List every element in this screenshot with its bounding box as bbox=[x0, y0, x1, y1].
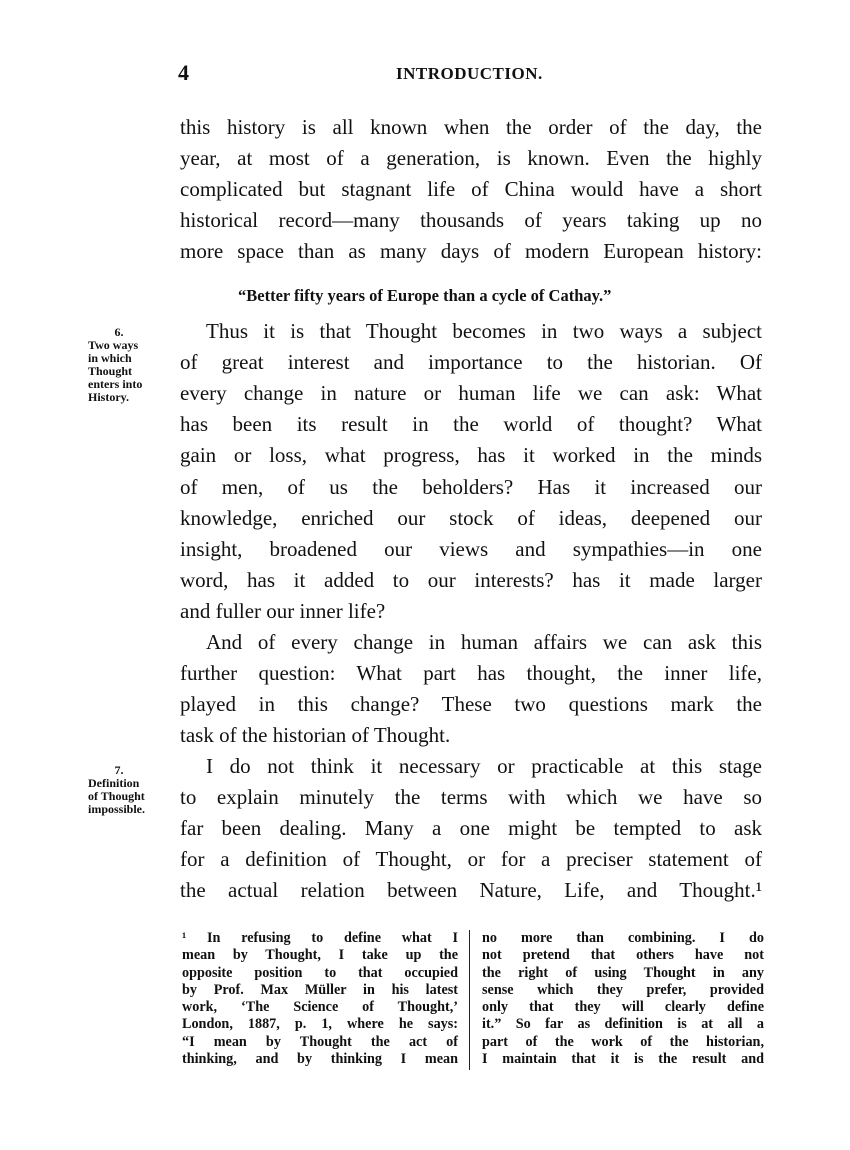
footnote-line: the right of using Thought in any bbox=[482, 964, 764, 981]
footnote-line: by Prof. Max Müller in his latest bbox=[182, 981, 458, 998]
body-line: of great interest and importance to the historian. Of bbox=[180, 350, 762, 374]
footnote-column-divider bbox=[469, 930, 470, 1070]
block-quote: “Better fifty years of Europe than a cycle of Cathay.” bbox=[238, 286, 612, 305]
footnote-line: it.” So far as definition is at all a bbox=[482, 1016, 764, 1033]
body-line: far been dealing. Many a one might be tempted to ask bbox=[180, 816, 762, 840]
body-line: the actual relation between Nature, Life, and Thought.¹ bbox=[180, 878, 762, 902]
footnote-line: not pretend that others have not bbox=[482, 947, 764, 964]
footnote-left-column bbox=[182, 930, 458, 1068]
body-line: for a definition of Thought, or for a preciser statement of bbox=[180, 847, 762, 871]
footnote-line: part of the work of the historian, bbox=[482, 1033, 764, 1050]
footnote-line: only that they will clearly define bbox=[482, 999, 764, 1016]
body-line: more space than as many days of modern European history: bbox=[180, 239, 762, 263]
sidenote-line: Definition bbox=[88, 776, 140, 790]
body-line: further question: What part has thought, the inner life, bbox=[180, 661, 762, 685]
body-line: gain or loss, what progress, has it worked in the minds bbox=[180, 443, 762, 467]
sidenote-line: enters into bbox=[88, 377, 143, 391]
body-line: knowledge, enriched our stock of ideas, deepened our bbox=[180, 506, 762, 530]
sidenote-6 bbox=[88, 326, 150, 404]
footnote-line: no more than combining. I do bbox=[482, 930, 764, 946]
body-line: and fuller our inner life? bbox=[180, 599, 386, 623]
body-line: word, has it added to our interests? has it made larger bbox=[180, 568, 762, 592]
running-title: INTRODUCTION. bbox=[396, 64, 543, 83]
footnote-line: sense which they prefer, provided bbox=[482, 981, 764, 998]
sidenote-number: 7. bbox=[114, 763, 124, 777]
footnote-line: opposite position to that occupied bbox=[182, 964, 458, 981]
body-line: this history is all known when the order of the day, the bbox=[180, 115, 762, 139]
footnote-line: mean by Thought, I take up the bbox=[182, 947, 458, 964]
sidenote-line: Thought bbox=[88, 364, 133, 378]
body-line: of men, of us the beholders? Has it increased our bbox=[180, 475, 762, 499]
footnote-line: thinking, and by thinking I mean bbox=[182, 1051, 458, 1068]
footnote-line: London, 1887, p. 1, where he says: bbox=[182, 1016, 458, 1033]
footnote-line: I maintain that it is the result and bbox=[482, 1051, 764, 1068]
footnote-right-column bbox=[482, 930, 764, 1068]
footnote-line: work, ‘The Science of Thought,’ bbox=[182, 999, 458, 1016]
body-line: task of the historian of Thought. bbox=[180, 723, 451, 747]
body-line: played in this change? These two questions mark the bbox=[180, 692, 762, 716]
sidenote-line: of Thought bbox=[88, 789, 145, 803]
body-line: has been its result in the world of thought? What bbox=[180, 412, 762, 436]
page-number: 4 bbox=[178, 60, 189, 85]
sidenote-line: impossible. bbox=[88, 802, 146, 816]
body-line: to explain minutely the terms with which we have so bbox=[180, 785, 762, 809]
body-line: I do not think it necessary or practicable at this stage bbox=[206, 754, 762, 778]
body-line: insight, broadened our views and sympathies—in one bbox=[180, 537, 762, 561]
sidenote-line: History. bbox=[88, 390, 129, 404]
body-line: historical record—many thousands of years taking up no bbox=[180, 208, 762, 232]
body-line: And of every change in human affairs we can ask this bbox=[206, 630, 762, 654]
sidenote-7 bbox=[88, 764, 150, 816]
footnote-line: ¹ In refusing to define what I bbox=[182, 930, 458, 946]
sidenote-number: 6. bbox=[114, 325, 124, 339]
footnote-line: “I mean by Thought the act of bbox=[182, 1033, 458, 1050]
sidenote-line: Two ways bbox=[88, 338, 139, 352]
body-line: every change in nature or human life we can ask: What bbox=[180, 381, 762, 405]
body-line: complicated but stagnant life of China would have a short bbox=[180, 177, 762, 201]
body-line: year, at most of a generation, is known. Even the highly bbox=[180, 146, 762, 170]
body-line: Thus it is that Thought becomes in two ways a subject bbox=[206, 319, 762, 343]
sidenote-line: in which bbox=[88, 351, 132, 365]
